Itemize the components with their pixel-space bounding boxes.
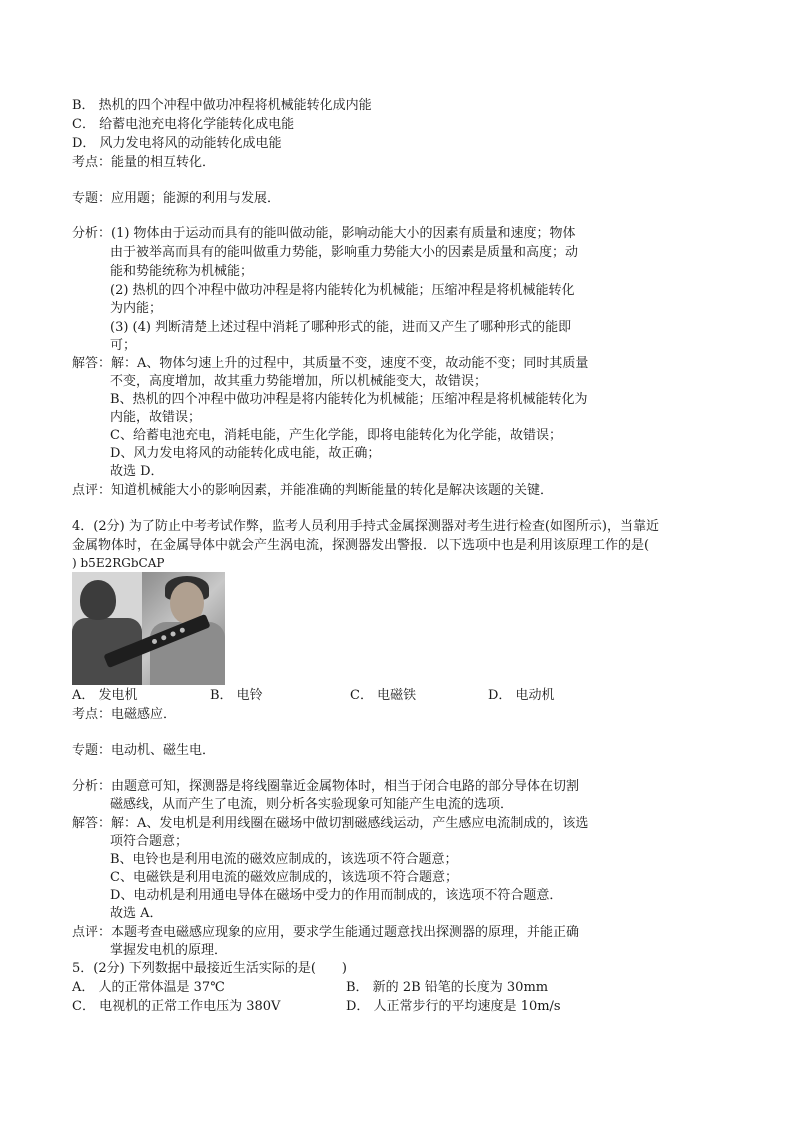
q3-jieda-line: B、热机的四个冲程中做功冲程是将内能转化为机械能；压缩冲程是将机械能转化为: [110, 392, 588, 407]
q3-fenxi-line: 分析：(1) 物体由于运动而具有的能叫做动能，影响动能大小的因素有质量和速度；物体: [72, 226, 576, 241]
q3-fenxi-line: 能和势能统称为机械能；: [110, 264, 254, 279]
q3-fenxi-line: 可；: [110, 338, 137, 353]
q3-fenxi-line: 由于被举高而具有的能叫做重力势能，影响重力势能大小的因素是质量和高度；动: [110, 245, 579, 260]
q4-jieda-line: B、电铃也是利用电流的磁效应制成的，该选项不符合题意；: [110, 852, 458, 867]
q3-jieda-line: 不变，高度增加，故其重力势能增加，所以机械能变大，故错误；: [110, 374, 488, 389]
q3-option-d: D． 风力发电将风的动能转化成电能: [72, 136, 282, 151]
q4-jieda-line: 项符合题意；: [110, 834, 189, 849]
q5-option-d: D． 人正常步行的平均速度是 10m/s: [346, 999, 561, 1014]
q3-jieda-line: C、给蓄电池充电，消耗电能，产生化学能，即将电能转化为化学能，故错误；: [110, 428, 562, 443]
q4-jieda-line: 解答：解：A、发电机是利用线圈在磁场中做切割磁感线运动，产生感应电流制成的，该选: [72, 816, 589, 831]
q3-zhuanti: 专题：应用题；能源的利用与发展．: [72, 191, 281, 206]
q3-jieda-line: 解答：解：A、物体匀速上升的过程中，其质量不变，速度不变，故动能不变；同时其质量: [72, 356, 589, 371]
q4-dianping-line: 掌握发电机的原理．: [110, 943, 228, 958]
q3-option-b: B． 热机的四个冲程中做功冲程将机械能转化成内能: [72, 98, 372, 113]
q5-option-a: A． 人的正常体温是 37℃: [72, 980, 225, 995]
q4-fenxi-line: 分析：由题意可知，探测器是将线圈靠近金属物体时，相当于闭合电路的部分导体在切割: [72, 779, 580, 794]
q4-jieda-line: C、电磁铁是利用电流的磁效应制成的，该选项不符合题意；: [110, 870, 458, 885]
q3-dianping: 点评：知道机械能大小的影响因素，并能准确的判断能量的转化是解决该题的关键．: [72, 483, 554, 498]
q3-fenxi-line: (2) 热机的四个冲程中做功冲程是将内能转化为机械能；压缩冲程是将机械能转化: [110, 283, 575, 298]
q4-stem-line: 金属物体时，在金属导体中就会产生涡电流，探测器发出警报．以下选项中也是利用该原理工作的是(: [72, 538, 650, 553]
q5-option-b: B． 新的 2B 铅笔的长度为 30mm: [346, 980, 549, 995]
q4-option-c: C． 电磁铁: [350, 688, 417, 703]
q4-jieda-line: D、电动机是利用通电导体在磁场中受力的作用而制成的，该选项不符合题意．: [110, 888, 563, 903]
q3-fenxi-line: 为内能；: [110, 301, 163, 316]
metal-detector-photo: [72, 572, 225, 685]
q3-fenxi-line: (3) (4) 判断清楚上述过程中消耗了哪种形式的能，进而又产生了哪种形式的能即: [110, 320, 572, 335]
q4-option-b: B． 电铃: [210, 688, 263, 703]
q4-stem-line: 4．(2分) 为了防止中考考试作弊，监考人员利用手持式金属探测器对考生进行检查(如图所示)，当靠近: [72, 519, 659, 534]
q3-jieda-line: 内能，故错误；: [110, 410, 202, 425]
q4-zhuanti: 专题：电动机、磁生电．: [72, 743, 216, 758]
q3-jieda-line: 故选 D．: [110, 464, 164, 479]
q3-jieda-line: D、风力发电将风的动能转化成电能，故正确；: [110, 446, 381, 461]
q4-option-d: D． 电动机: [488, 688, 555, 703]
q3-option-c: C． 给蓄电池充电将化学能转化成电能: [72, 117, 295, 132]
q4-stem-line: ) b5E2RGbCAP: [72, 556, 165, 570]
q3-kaodian: 考点：能量的相互转化．: [72, 155, 216, 170]
q5-option-c: C． 电视机的正常工作电压为 380V: [72, 999, 281, 1014]
q4-jieda-line: 故选 A．: [110, 906, 163, 921]
q4-kaodian: 考点：电磁感应．: [72, 707, 177, 722]
q4-fenxi-line: 磁感线，从而产生了电流，则分析各实验现象可知能产生电流的选项．: [110, 797, 514, 812]
q5-stem: 5．(2分) 下列数据中最接近生活实际的是( ): [72, 961, 347, 976]
q4-dianping-line: 点评：本题考查电磁感应现象的应用，要求学生能通过题意找出探测器的原理，并能正确: [72, 925, 580, 940]
q4-option-a: A． 发电机: [72, 688, 138, 703]
